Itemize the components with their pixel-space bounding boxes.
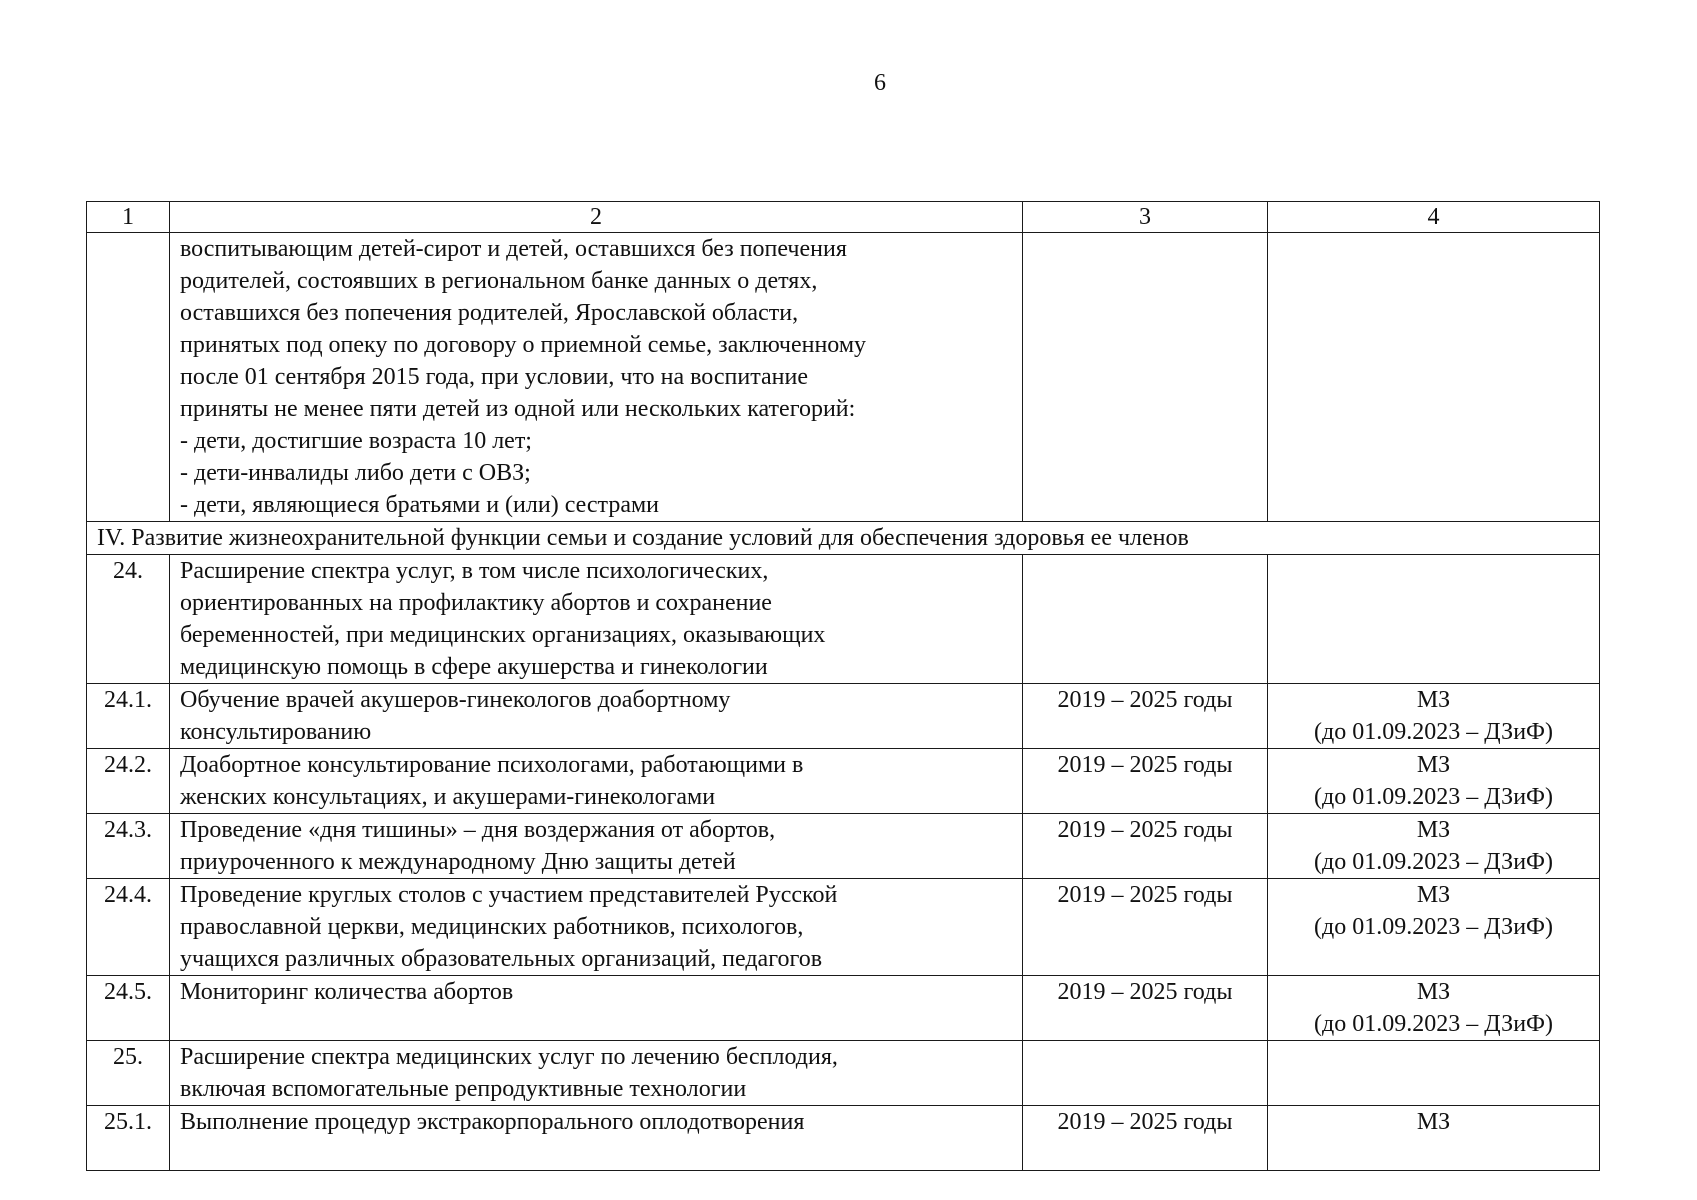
table-row xyxy=(87,749,1600,814)
text-line: Расширение спектра медицинских услуг по лечению бесплодия, xyxy=(180,1044,838,1070)
responsible-line: МЗ xyxy=(1416,979,1451,1005)
table-row xyxy=(87,684,1600,749)
row-number: 24.5. xyxy=(87,976,170,1041)
action-plan-table xyxy=(86,201,1600,1171)
measure-text xyxy=(170,684,1023,749)
responsible-cell xyxy=(1268,233,1600,522)
row-number: 24.4. xyxy=(87,879,170,976)
measure-text xyxy=(170,1041,1023,1106)
responsible-line xyxy=(1278,1041,1589,1073)
responsible-line: МЗ xyxy=(1416,752,1451,778)
text-line: медицинскую помощь в сфере акушерства и гинекологии xyxy=(180,654,768,680)
responsible-cell xyxy=(1268,1041,1600,1106)
responsible-line: (до 01.09.2023 – ДЗиФ) xyxy=(1314,1011,1553,1037)
measure-text xyxy=(170,814,1023,879)
text-line: Проведение круглых столов с участием представителей Русской xyxy=(180,882,838,908)
column-number-1: 1 xyxy=(87,202,170,233)
responsible-line: (до 01.09.2023 – ДЗиФ) xyxy=(1314,719,1553,745)
responsible-cell xyxy=(1268,1106,1600,1171)
text-line: включая вспомогательные репродуктивные технологии xyxy=(180,1076,747,1102)
period-cell: 2019 – 2025 годы xyxy=(1023,976,1268,1041)
responsible-cell xyxy=(1268,555,1600,684)
measure-text xyxy=(170,1106,1023,1171)
measure-text xyxy=(170,555,1023,684)
text-line: воспитывающим детей-сирот и детей, оставшихся без попечения xyxy=(180,236,847,262)
responsible-cell xyxy=(1268,814,1600,879)
period-cell xyxy=(1023,1041,1268,1106)
responsible-line xyxy=(1278,555,1589,587)
table-row xyxy=(87,976,1600,1041)
responsible-line xyxy=(1278,587,1589,619)
measure-text xyxy=(170,879,1023,976)
row-number: 24.3. xyxy=(87,814,170,879)
text-line: после 01 сентября 2015 года, при условии, что на воспитание xyxy=(180,364,808,390)
table-row xyxy=(87,555,1600,684)
measure-text xyxy=(170,233,1023,522)
row-number xyxy=(87,233,170,522)
responsible-line: МЗ xyxy=(1416,882,1451,908)
text-line: родителей, состоявших в региональном банке данных о детях, xyxy=(180,268,818,294)
period-cell xyxy=(1023,555,1268,684)
section-heading-row xyxy=(87,522,1600,555)
row-number: 25.1. xyxy=(87,1106,170,1171)
text-line: женских консультациях, и акушерами-гинекологами xyxy=(180,784,716,810)
responsible-line xyxy=(1278,1073,1589,1105)
text-line: приуроченного к международному Дню защиты детей xyxy=(180,849,736,875)
table-row xyxy=(87,879,1600,976)
text-line: православной церкви, медицинских работников, психологов, xyxy=(180,914,804,940)
row-number: 24.2. xyxy=(87,749,170,814)
column-number-3: 3 xyxy=(1023,202,1268,233)
table-row xyxy=(87,1041,1600,1106)
page-number: 6 xyxy=(874,70,886,96)
responsible-cell xyxy=(1268,879,1600,976)
text-line: Доабортное консультирование психологами, работающими в xyxy=(180,752,804,778)
text-line: принятых под опеку по договору о приемной семье, заключенному xyxy=(180,332,867,358)
text-line: учащихся различных образовательных организаций, педагогов xyxy=(180,946,823,972)
responsible-line: МЗ xyxy=(1416,817,1451,843)
table-row xyxy=(87,1106,1600,1171)
column-number-4: 4 xyxy=(1268,202,1600,233)
text-line: приняты не менее пяти детей из одной или нескольких категорий: xyxy=(180,396,856,422)
text-line: Проведение «дня тишины» – дня воздержания от абортов, xyxy=(180,817,776,843)
period-cell: 2019 – 2025 годы xyxy=(1023,879,1268,976)
column-number-2: 2 xyxy=(170,202,1023,233)
text-line: Мониторинг количества абортов xyxy=(180,979,514,1005)
period-cell: 2019 – 2025 годы xyxy=(1023,1106,1268,1171)
measure-text xyxy=(170,749,1023,814)
text-line: - дети, достигшие возраста 10 лет; xyxy=(180,428,532,454)
text-line: консультированию xyxy=(180,719,372,745)
responsible-line: МЗ xyxy=(1416,1109,1451,1135)
period-cell: 2019 – 2025 годы xyxy=(1023,749,1268,814)
responsible-line xyxy=(1278,1138,1589,1170)
measure-text xyxy=(170,976,1023,1041)
period-cell: 2019 – 2025 годы xyxy=(1023,814,1268,879)
period-cell xyxy=(1023,233,1268,522)
column-number-row xyxy=(87,202,1600,233)
text-line: беременностей, при медицинских организациях, оказывающих xyxy=(180,622,826,648)
responsible-line: (до 01.09.2023 – ДЗиФ) xyxy=(1314,784,1553,810)
text-line: - дети, являющиеся братьями и (или) сестрами xyxy=(180,492,660,518)
row-number: 24. xyxy=(87,555,170,684)
continuation-row xyxy=(87,233,1600,522)
responsible-line: (до 01.09.2023 – ДЗиФ) xyxy=(1314,914,1553,940)
row-number: 24.1. xyxy=(87,684,170,749)
responsible-cell xyxy=(1268,749,1600,814)
responsible-cell xyxy=(1268,684,1600,749)
responsible-line: МЗ xyxy=(1416,687,1451,713)
section-title: IV. Развитие жизнеохранительной функции семьи и создание условий для обеспечения здоровья ее членов xyxy=(87,522,1600,555)
row-number: 25. xyxy=(87,1041,170,1106)
responsible-line: (до 01.09.2023 – ДЗиФ) xyxy=(1314,849,1553,875)
period-cell: 2019 – 2025 годы xyxy=(1023,684,1268,749)
text-line: Расширение спектра услуг, в том числе психологических, xyxy=(180,558,769,584)
text-line: Обучение врачей акушеров-гинекологов доабортному xyxy=(180,687,731,713)
text-line: ориентированных на профилактику абортов и сохранение xyxy=(180,590,772,616)
text-line: Выполнение процедур экстракорпорального оплодотворения xyxy=(180,1109,805,1135)
table-row xyxy=(87,814,1600,879)
responsible-cell xyxy=(1268,976,1600,1041)
text-line: оставшихся без попечения родителей, Ярославской области, xyxy=(180,300,799,326)
text-line: - дети-инвалиды либо дети с ОВЗ; xyxy=(180,460,531,486)
